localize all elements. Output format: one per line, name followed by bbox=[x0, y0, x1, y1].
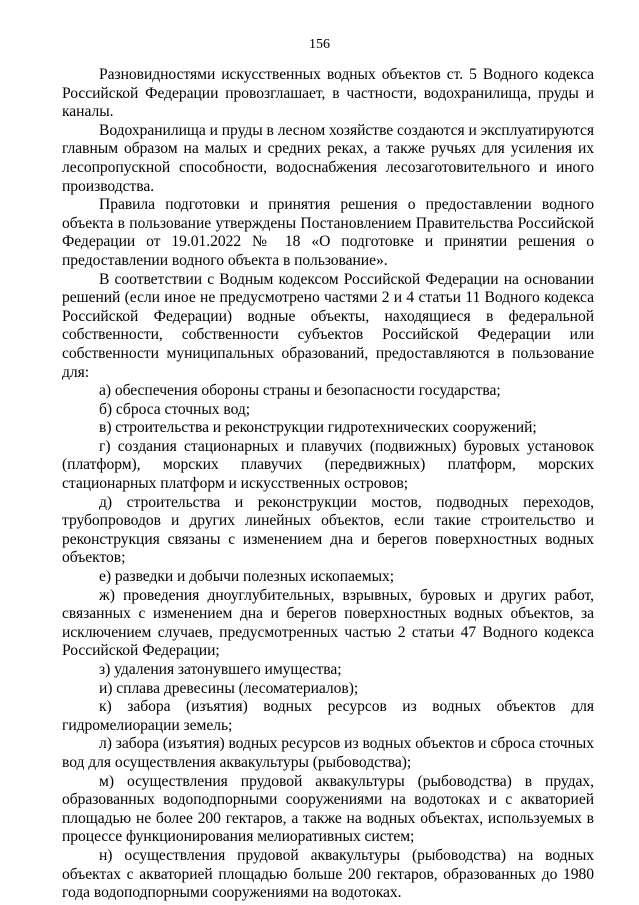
list-item-m: м) осуществления прудовой аквакультуры (рыбоводства) в прудах, образованных водоподпорными сооружениями на водотоках и с акваторией площадью не более 200 гектаров, а также на водных объектах, используемых в процессе функционирования мелиоративных систем; bbox=[62, 772, 594, 846]
list-item-k: к) забора (изъятия) водных ресурсов из водных объектов для гидромелиорации земель; bbox=[62, 698, 594, 734]
list-item-z: з) удаления затонувшего имущества; bbox=[99, 661, 342, 678]
list-item-d: д) строительства и реконструкции мостов, подводных переходов, трубопроводов и других линейных объектов, если такие строительство и реконструкция связаны с изменением дна и берегов поверхностных водных объектов; bbox=[62, 493, 594, 567]
document-body bbox=[62, 66, 594, 903]
list-item-a: а) обеспечения обороны страны и безопасности государства; bbox=[99, 382, 501, 400]
list-item-g: г) создания стационарных и плавучих (подвижных) буровых установок (платформ), морских плавучих (передвижных) платформ, морских стационарных платформ и искусственных островов; bbox=[62, 437, 594, 493]
list-item-e: е) разведки и добычи полезных ископаемых; bbox=[99, 568, 395, 586]
paragraph-reservoirs-and-ponds: Водохранилища и пруды в лесном хозяйстве создаются и эксплуатируются главным образом на малых и средних реках, а также ручьях для усиления их лесопропускной способности, водоснабжения лесозаготовительного и иного производства. bbox=[62, 121, 594, 195]
paragraph-water-code-basis: В соответствии с Водным кодексом Российской Федерации на основании решений (если иное не предусмотрено частями 2 и 4 статьи 11 Водного кодекса Российской Федерации) водные объекты, находящиеся в федеральной собственности, собственности субъектов Российской Федерации или собственности муниципальных образований, предоставляются в пользование для: bbox=[62, 270, 594, 381]
list-item-n: н) осуществления прудовой аквакультуры (рыбоводства) на водных объектах с акваторией площадью больше 200 гектаров, образованных до 1980 года водоподпорными сооружениями на водотоках. bbox=[62, 846, 594, 902]
paragraph-rules-decree: Правила подготовки и принятия решения о предоставлении водного объекта в пользование утверждены Постановлением Правительства Российской Федерации от 19.01.2022 № 18 «О подготовке и принятии решения о предоставлении водного объекта в пользование». bbox=[62, 196, 594, 269]
list-item-zh: ж) проведения дноуглубительных, взрывных, буровых и других работ, связанных с изменением дна и берегов поверхностных водных объектов, за исключением случаев, предусмотренных частью 2 статьи 47 Водного кодекса Российской Федерации; bbox=[62, 586, 594, 660]
list-item-i: и) сплава древесины (лесоматериалов); bbox=[99, 679, 359, 697]
page-number: 156 bbox=[309, 37, 330, 52]
paragraph-artificial-water-bodies: Разновидностями искусственных водных объектов ст. 5 Водного кодекса Российской Федерации провозглашает, в частности, водохранилища, пруды и каналы. bbox=[62, 66, 594, 121]
list-item-l: л) забора (изъятия) водных ресурсов из водных объектов и сброса сточных вод для осуществления аквакультуры (рыбоводства); bbox=[62, 735, 594, 771]
list-item-b: б) сброса сточных вод; bbox=[99, 400, 251, 418]
list-item-v: в) строительства и реконструкции гидротехнических сооружений; bbox=[99, 419, 537, 437]
